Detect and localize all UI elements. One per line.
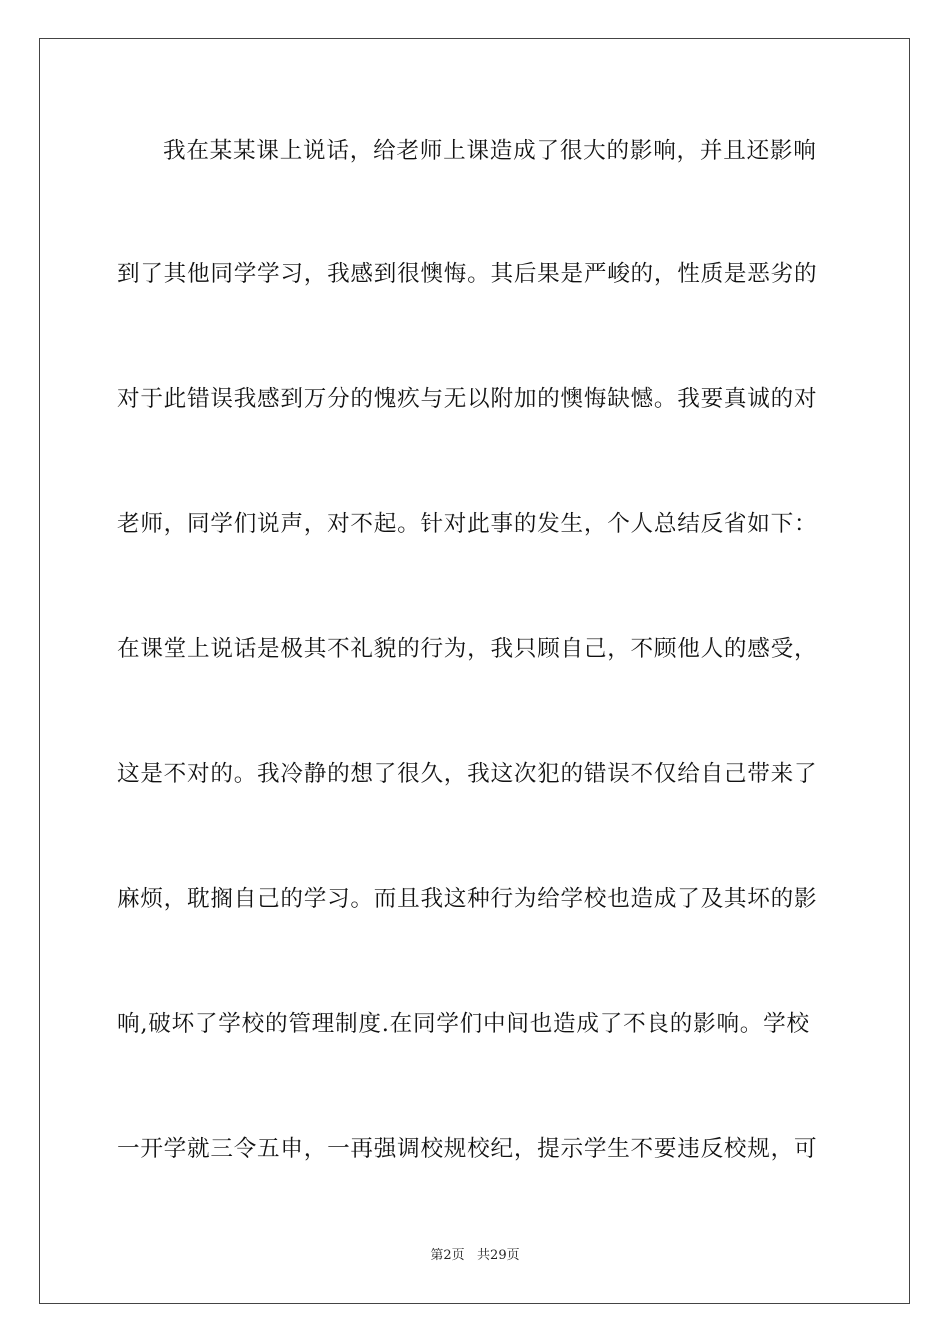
paragraph-line-8: 响,破坏了学校的管理制度.在同学们中间也造成了不良的影响。学校 [117,1011,810,1037]
paragraph-line-2: 到了其他同学学习，我感到很懊悔。其后果是严峻的，性质是恶劣的 [117,261,818,287]
paragraph-line-6: 这是不对的。我冷静的想了很久，我这次犯的错误不仅给自己带来了 [117,761,818,787]
paragraph-line-7: 麻烦，耽搁自己的学习。而且我这种行为给学校也造成了及其坏的影 [117,886,818,912]
page-number-footer: 第2页 共29页 [430,1248,520,1263]
paragraph-line-4: 老师，同学们说声，对不起。针对此事的发生，个人总结反省如下： [117,511,818,537]
paragraph-line-3: 对于此错误我感到万分的愧疚与无以附加的懊悔缺憾。我要真诚的对 [117,386,818,412]
paragraph-line-5: 在课堂上说话是极其不礼貌的行为，我只顾自己，不顾他人的感受， [117,636,818,662]
paragraph-line-9: 一开学就三令五申，一再强调校规校纪，提示学生不要违反校规，可 [117,1136,818,1162]
paragraph-line-1: 我在某某课上说话，给老师上课造成了很大的影响，并且还影响 [163,138,817,164]
page-frame [39,38,910,1304]
